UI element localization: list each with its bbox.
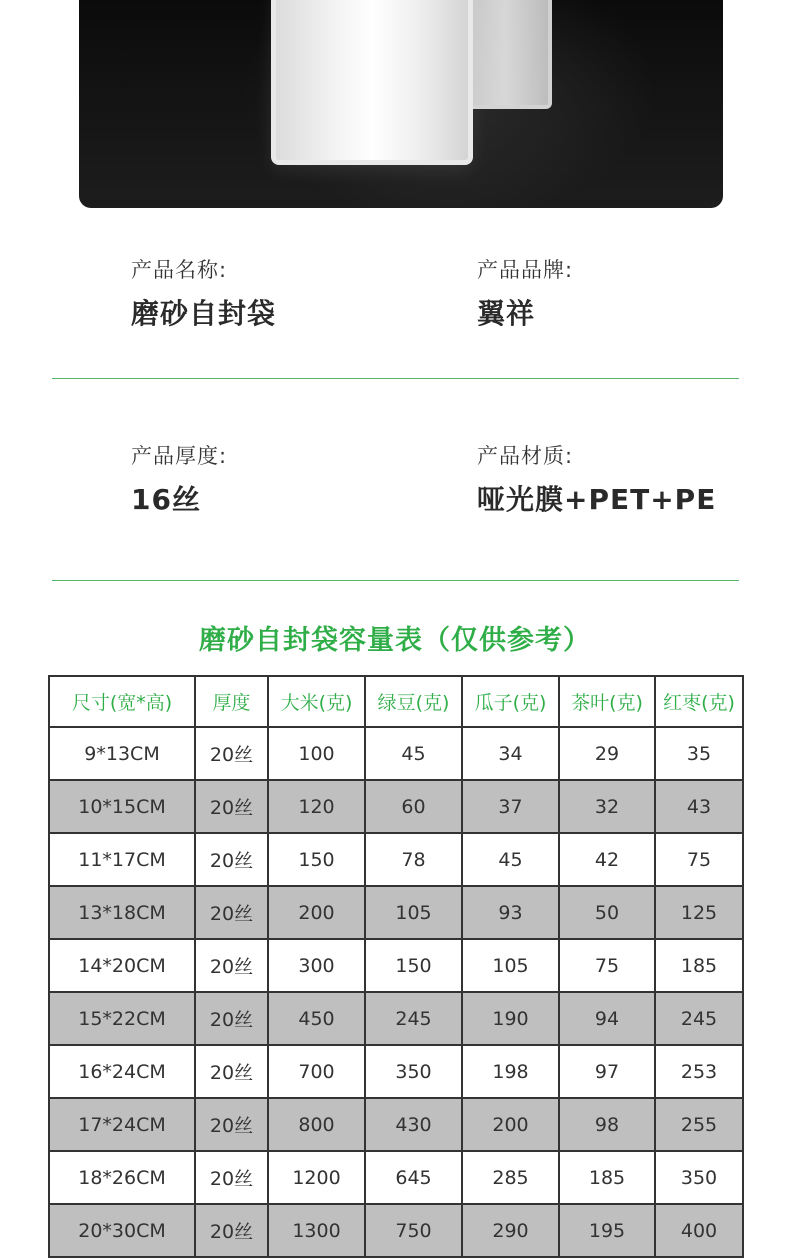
- spec-product-material: [477, 440, 716, 518]
- cell-size: 16*24CM: [49, 1045, 195, 1098]
- cell-thickness: 20丝: [195, 1204, 268, 1257]
- column-header-tea: 茶叶(克): [559, 676, 655, 727]
- spec-product-brand: [477, 254, 573, 332]
- spec-product-thickness: [131, 440, 227, 518]
- cell-tea: 185: [559, 1151, 655, 1204]
- product-photo: [79, 0, 723, 208]
- cell-thickness: 20丝: [195, 727, 268, 780]
- cell-melon-seeds: 93: [462, 886, 559, 939]
- cell-melon-seeds: 198: [462, 1045, 559, 1098]
- cell-size: 20*30CM: [49, 1204, 195, 1257]
- cell-thickness: 20丝: [195, 1151, 268, 1204]
- cell-thickness: 20丝: [195, 886, 268, 939]
- cell-mung-bean: 245: [365, 992, 462, 1045]
- cell-rice: 100: [268, 727, 365, 780]
- cell-mung-bean: 645: [365, 1151, 462, 1204]
- cell-tea: 75: [559, 939, 655, 992]
- product-thickness-value: 16丝: [131, 483, 201, 516]
- table-row: [49, 1045, 743, 1098]
- product-material-value: 哑光膜+PET+PE: [477, 483, 717, 516]
- cell-rice: 800: [268, 1098, 365, 1151]
- cell-rice: 1300: [268, 1204, 365, 1257]
- cell-tea: 50: [559, 886, 655, 939]
- cell-tea: 98: [559, 1098, 655, 1151]
- cell-red-dates: 255: [655, 1098, 743, 1151]
- cell-rice: 450: [268, 992, 365, 1045]
- cell-size: 9*13CM: [49, 727, 195, 780]
- cell-thickness: 20丝: [195, 1045, 268, 1098]
- cell-melon-seeds: 34: [462, 727, 559, 780]
- cell-rice: 700: [268, 1045, 365, 1098]
- product-thickness-label: 产品厚度:: [131, 444, 228, 468]
- section-divider: [52, 378, 739, 379]
- cell-thickness: 20丝: [195, 939, 268, 992]
- column-header-size: 尺寸(宽*高): [49, 676, 195, 727]
- table-row: [49, 727, 743, 780]
- cell-tea: 97: [559, 1045, 655, 1098]
- table-row: [49, 1204, 743, 1257]
- table-header-row: [49, 676, 743, 727]
- cell-thickness: 20丝: [195, 833, 268, 886]
- cell-rice: 1200: [268, 1151, 365, 1204]
- cell-thickness: 20丝: [195, 992, 268, 1045]
- cell-size: 15*22CM: [49, 992, 195, 1045]
- column-header-thickness: 厚度: [195, 676, 268, 727]
- cell-red-dates: 350: [655, 1151, 743, 1204]
- spec-product-name: [131, 254, 276, 332]
- column-header-rice: 大米(克): [268, 676, 365, 727]
- column-header-red-dates: 红枣(克): [655, 676, 743, 727]
- cell-rice: 300: [268, 939, 365, 992]
- table-row: [49, 939, 743, 992]
- cell-red-dates: 43: [655, 780, 743, 833]
- cell-mung-bean: 60: [365, 780, 462, 833]
- capacity-table-container: [48, 675, 744, 1258]
- cell-tea: 195: [559, 1204, 655, 1257]
- cell-melon-seeds: 105: [462, 939, 559, 992]
- table-row: [49, 1098, 743, 1151]
- cell-red-dates: 245: [655, 992, 743, 1045]
- cell-mung-bean: 750: [365, 1204, 462, 1257]
- cell-melon-seeds: 45: [462, 833, 559, 886]
- cell-size: 18*26CM: [49, 1151, 195, 1204]
- table-row: [49, 886, 743, 939]
- cell-tea: 42: [559, 833, 655, 886]
- column-header-melon-seeds: 瓜子(克): [462, 676, 559, 727]
- cell-red-dates: 35: [655, 727, 743, 780]
- cell-red-dates: 253: [655, 1045, 743, 1098]
- cell-rice: 200: [268, 886, 365, 939]
- cell-tea: 94: [559, 992, 655, 1045]
- column-header-mung-bean: 绿豆(克): [365, 676, 462, 727]
- product-material-label: 产品材质:: [477, 444, 574, 468]
- cell-melon-seeds: 37: [462, 780, 559, 833]
- section-divider: [52, 580, 739, 581]
- cell-rice: 120: [268, 780, 365, 833]
- cell-thickness: 20丝: [195, 1098, 268, 1151]
- cell-mung-bean: 150: [365, 939, 462, 992]
- cell-melon-seeds: 190: [462, 992, 559, 1045]
- capacity-table: [48, 675, 744, 1258]
- product-name-label: 产品名称:: [131, 258, 228, 282]
- product-brand-value: 翼祥: [477, 297, 536, 330]
- cell-size: 11*17CM: [49, 833, 195, 886]
- cell-rice: 150: [268, 833, 365, 886]
- cell-mung-bean: 105: [365, 886, 462, 939]
- cell-melon-seeds: 285: [462, 1151, 559, 1204]
- cell-melon-seeds: 290: [462, 1204, 559, 1257]
- table-row: [49, 992, 743, 1045]
- cell-tea: 32: [559, 780, 655, 833]
- cell-red-dates: 75: [655, 833, 743, 886]
- cell-red-dates: 125: [655, 886, 743, 939]
- cell-size: 17*24CM: [49, 1098, 195, 1151]
- cell-size: 13*18CM: [49, 886, 195, 939]
- cell-thickness: 20丝: [195, 780, 268, 833]
- cell-tea: 29: [559, 727, 655, 780]
- cell-size: 10*15CM: [49, 780, 195, 833]
- cell-size: 14*20CM: [49, 939, 195, 992]
- cell-mung-bean: 78: [365, 833, 462, 886]
- table-row: [49, 780, 743, 833]
- cell-mung-bean: 430: [365, 1098, 462, 1151]
- cell-mung-bean: 45: [365, 727, 462, 780]
- cell-red-dates: 185: [655, 939, 743, 992]
- table-row: [49, 1151, 743, 1204]
- product-name-value: 磨砂自封袋: [131, 297, 277, 330]
- capacity-table-title: 磨砂自封袋容量表（仅供参考）: [199, 625, 591, 656]
- cell-melon-seeds: 200: [462, 1098, 559, 1151]
- table-row: [49, 833, 743, 886]
- frosted-bag-front-image: [271, 0, 473, 165]
- product-brand-label: 产品品牌:: [477, 258, 574, 282]
- cell-mung-bean: 350: [365, 1045, 462, 1098]
- cell-red-dates: 400: [655, 1204, 743, 1257]
